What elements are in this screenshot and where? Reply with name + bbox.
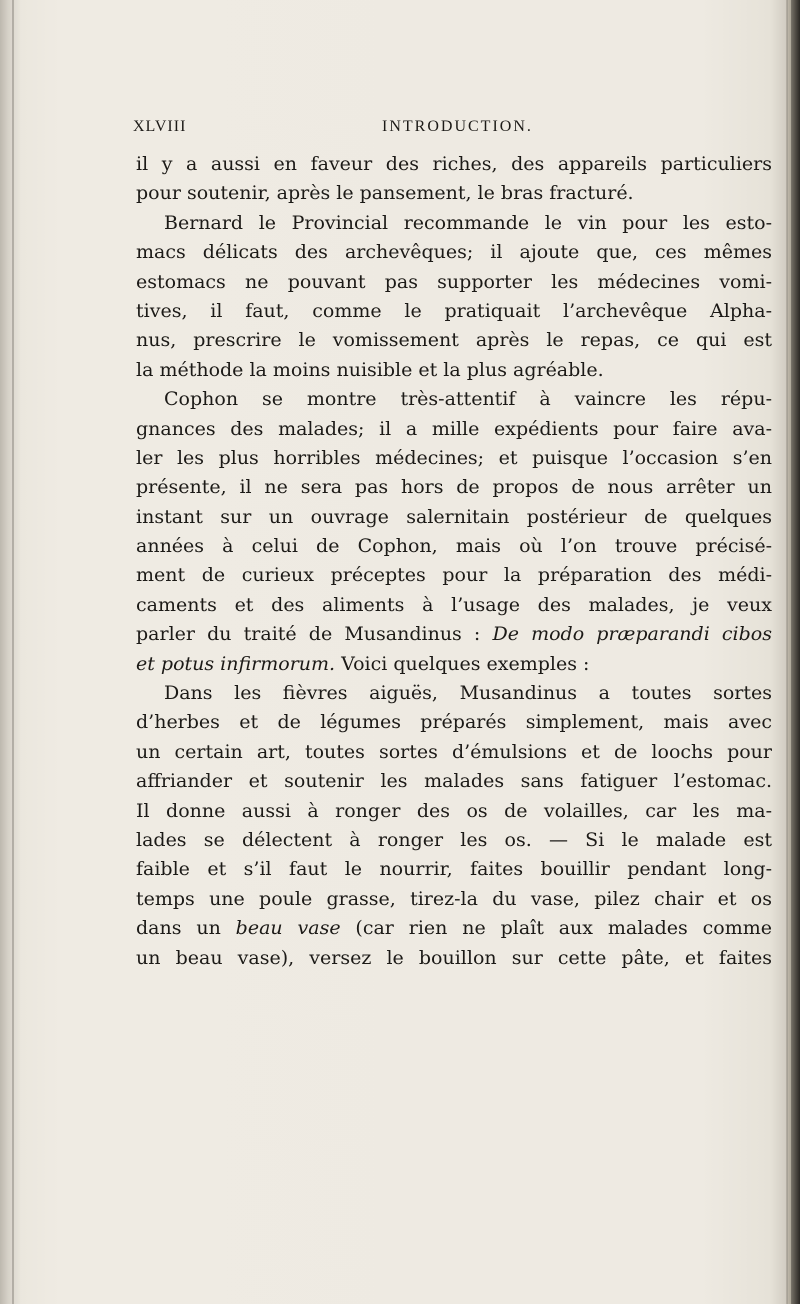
paragraph-start-line: Dans les fièvres aiguës, Musandinus a toutes sortes xyxy=(164,682,772,705)
text-line: temps une poule grasse, tirez-la du vase, pilez chair et os xyxy=(136,887,772,910)
page-edge-shadow xyxy=(786,0,800,1304)
text-run: dans un xyxy=(136,917,236,940)
page-number: XLVIII xyxy=(133,118,187,135)
text-line: pour soutenir, après le pansement, le bras fracturé. xyxy=(136,182,634,205)
text-line: Il donne aussi à ronger des os de volailles, car les ma- xyxy=(136,799,772,822)
text-line-with-italic xyxy=(136,914,772,943)
text-line-with-title xyxy=(136,650,772,679)
book-title-italic: et potus infirmorum. xyxy=(136,652,336,675)
running-title: INTRODUCTION. xyxy=(382,118,533,135)
text-line: présente, il ne sera pas hors de propos de nous arrêter un xyxy=(136,476,772,499)
text-run: parler du traité de Musandinus : xyxy=(136,623,493,646)
running-header xyxy=(133,118,773,142)
italic-phrase: beau vase xyxy=(235,917,341,940)
binding-gutter xyxy=(0,0,20,1304)
text-line: macs délicats des archevêques; il ajoute que, ces mêmes xyxy=(136,241,772,264)
text-run: Voici quelques exemples : xyxy=(335,652,590,675)
text-run: (car rien ne plaît aux malades comme xyxy=(340,917,772,940)
text-line: tives, il faut, comme le pratiquait l’archevêque Alpha- xyxy=(136,299,772,322)
text-line: gnances des malades; il a mille expédients pour faire ava- xyxy=(136,417,772,440)
book-title-italic: De modo præparandi cibos xyxy=(492,623,772,646)
text-line: un certain art, toutes sortes d’émulsions et de loochs pour xyxy=(136,740,772,763)
text-line: faible et s’il faut le nourrir, faites bouillir pendant long- xyxy=(136,858,772,881)
text-line: un beau vase), versez le bouillon sur cette pâte, et faites xyxy=(136,946,772,969)
text-line: instant sur un ouvrage salernitain postérieur de quelques xyxy=(136,505,772,528)
text-line: il y a aussi en faveur des riches, des appareils particuliers xyxy=(136,153,772,175)
text-line: années à celui de Cophon, mais où l’on trouve précisé- xyxy=(136,535,772,558)
text-line-with-title xyxy=(136,620,772,649)
paragraph-start-line: Cophon se montre très-attentif à vaincre les répu- xyxy=(164,388,772,411)
text-line: affriander et soutenir les malades sans fatiguer l’estomac. xyxy=(136,770,772,793)
paragraph-start-line: Bernard le Provincial recommande le vin pour les esto- xyxy=(164,211,772,234)
text-line: nus, prescrire le vomissement après le repas, ce qui est xyxy=(136,329,772,352)
text-line: caments et des aliments à l’usage des malades, je veux xyxy=(136,593,772,616)
text-line: lades se délectent à ronger les os. — Si le malade est xyxy=(136,828,772,851)
text-line: d’herbes et de légumes préparés simplement, mais avec xyxy=(136,711,772,734)
text-line: la méthode la moins nuisible et la plus agréable. xyxy=(136,358,604,381)
text-line: estomacs ne pouvant pas supporter les médecines vomi- xyxy=(136,270,772,293)
body-text xyxy=(136,150,772,973)
text-line: ler les plus horribles médecines; et puisque l’occasion s’en xyxy=(136,446,772,469)
text-line: ment de curieux préceptes pour la préparation des médi- xyxy=(136,564,772,587)
